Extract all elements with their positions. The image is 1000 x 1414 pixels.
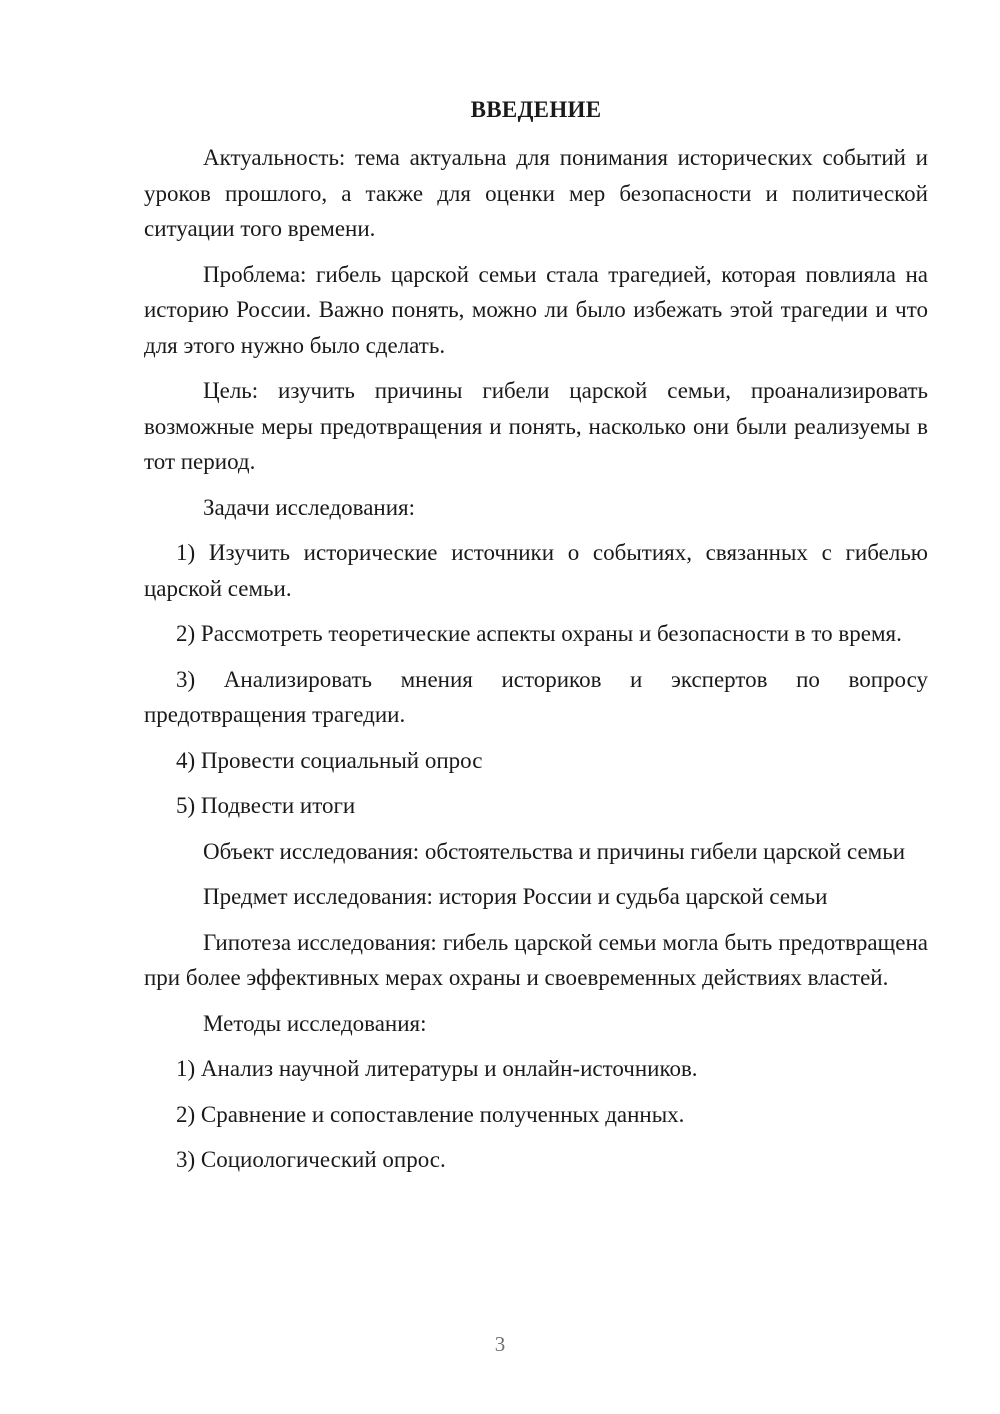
task-item: 4) Провести социальный опрос xyxy=(176,747,483,773)
task-item: 3) Анализировать мнения историков и экспертов по вопросу предотвращения трагедии. xyxy=(144,666,928,727)
paragraph-goal: Цель: изучить причины гибели царской семьи, проанализировать возможные меры предотвращения и понять, насколько они были реализуемы в тот период. xyxy=(144,378,928,474)
paragraph-relevance: Актуальность: тема актуальна для понимания исторических событий и уроков прошлого, а также для оценки мер безопасности и политической ситуации того времени. xyxy=(144,145,928,241)
page-number: 3 xyxy=(494,1332,506,1356)
paragraph-subject: Предмет исследования: история России и судьба царской семьи xyxy=(203,884,828,909)
task-item: 2) Рассмотреть теоретические аспекты охраны и безопасности в то время. xyxy=(176,621,902,646)
task-item: 5) Подвести итоги xyxy=(176,793,356,818)
paragraph-problem: Проблема: гибель царской семьи стала трагедией, которая повлияла на историю России. Важно понять, можно ли было избежать этой трагедии и что для этого нужно было сделать. xyxy=(144,261,928,358)
methods-heading: Методы исследования: xyxy=(203,1010,427,1036)
method-item: 2) Сравнение и сопоставление полученных данных. xyxy=(176,1101,685,1127)
paragraph-object: Объект исследования: обстоятельства и причины гибели царской семьи xyxy=(203,838,906,864)
section-title: ВВЕДЕНИЕ xyxy=(470,97,602,122)
paragraph-hypothesis: Гипотеза исследования: гибель царской семьи могла быть предотвращена при более эффективных мерах охраны и своевременных действиях властей. xyxy=(144,929,928,990)
task-item: 1) Изучить исторические источники о событиях, связанных с гибелью царской семьи. xyxy=(144,540,928,601)
method-item: 3) Социологический опрос. xyxy=(176,1147,446,1172)
document-body xyxy=(144,92,928,1188)
tasks-heading: Задачи исследования: xyxy=(203,494,416,520)
method-item: 1) Анализ научной литературы и онлайн-источников. xyxy=(176,1056,698,1081)
